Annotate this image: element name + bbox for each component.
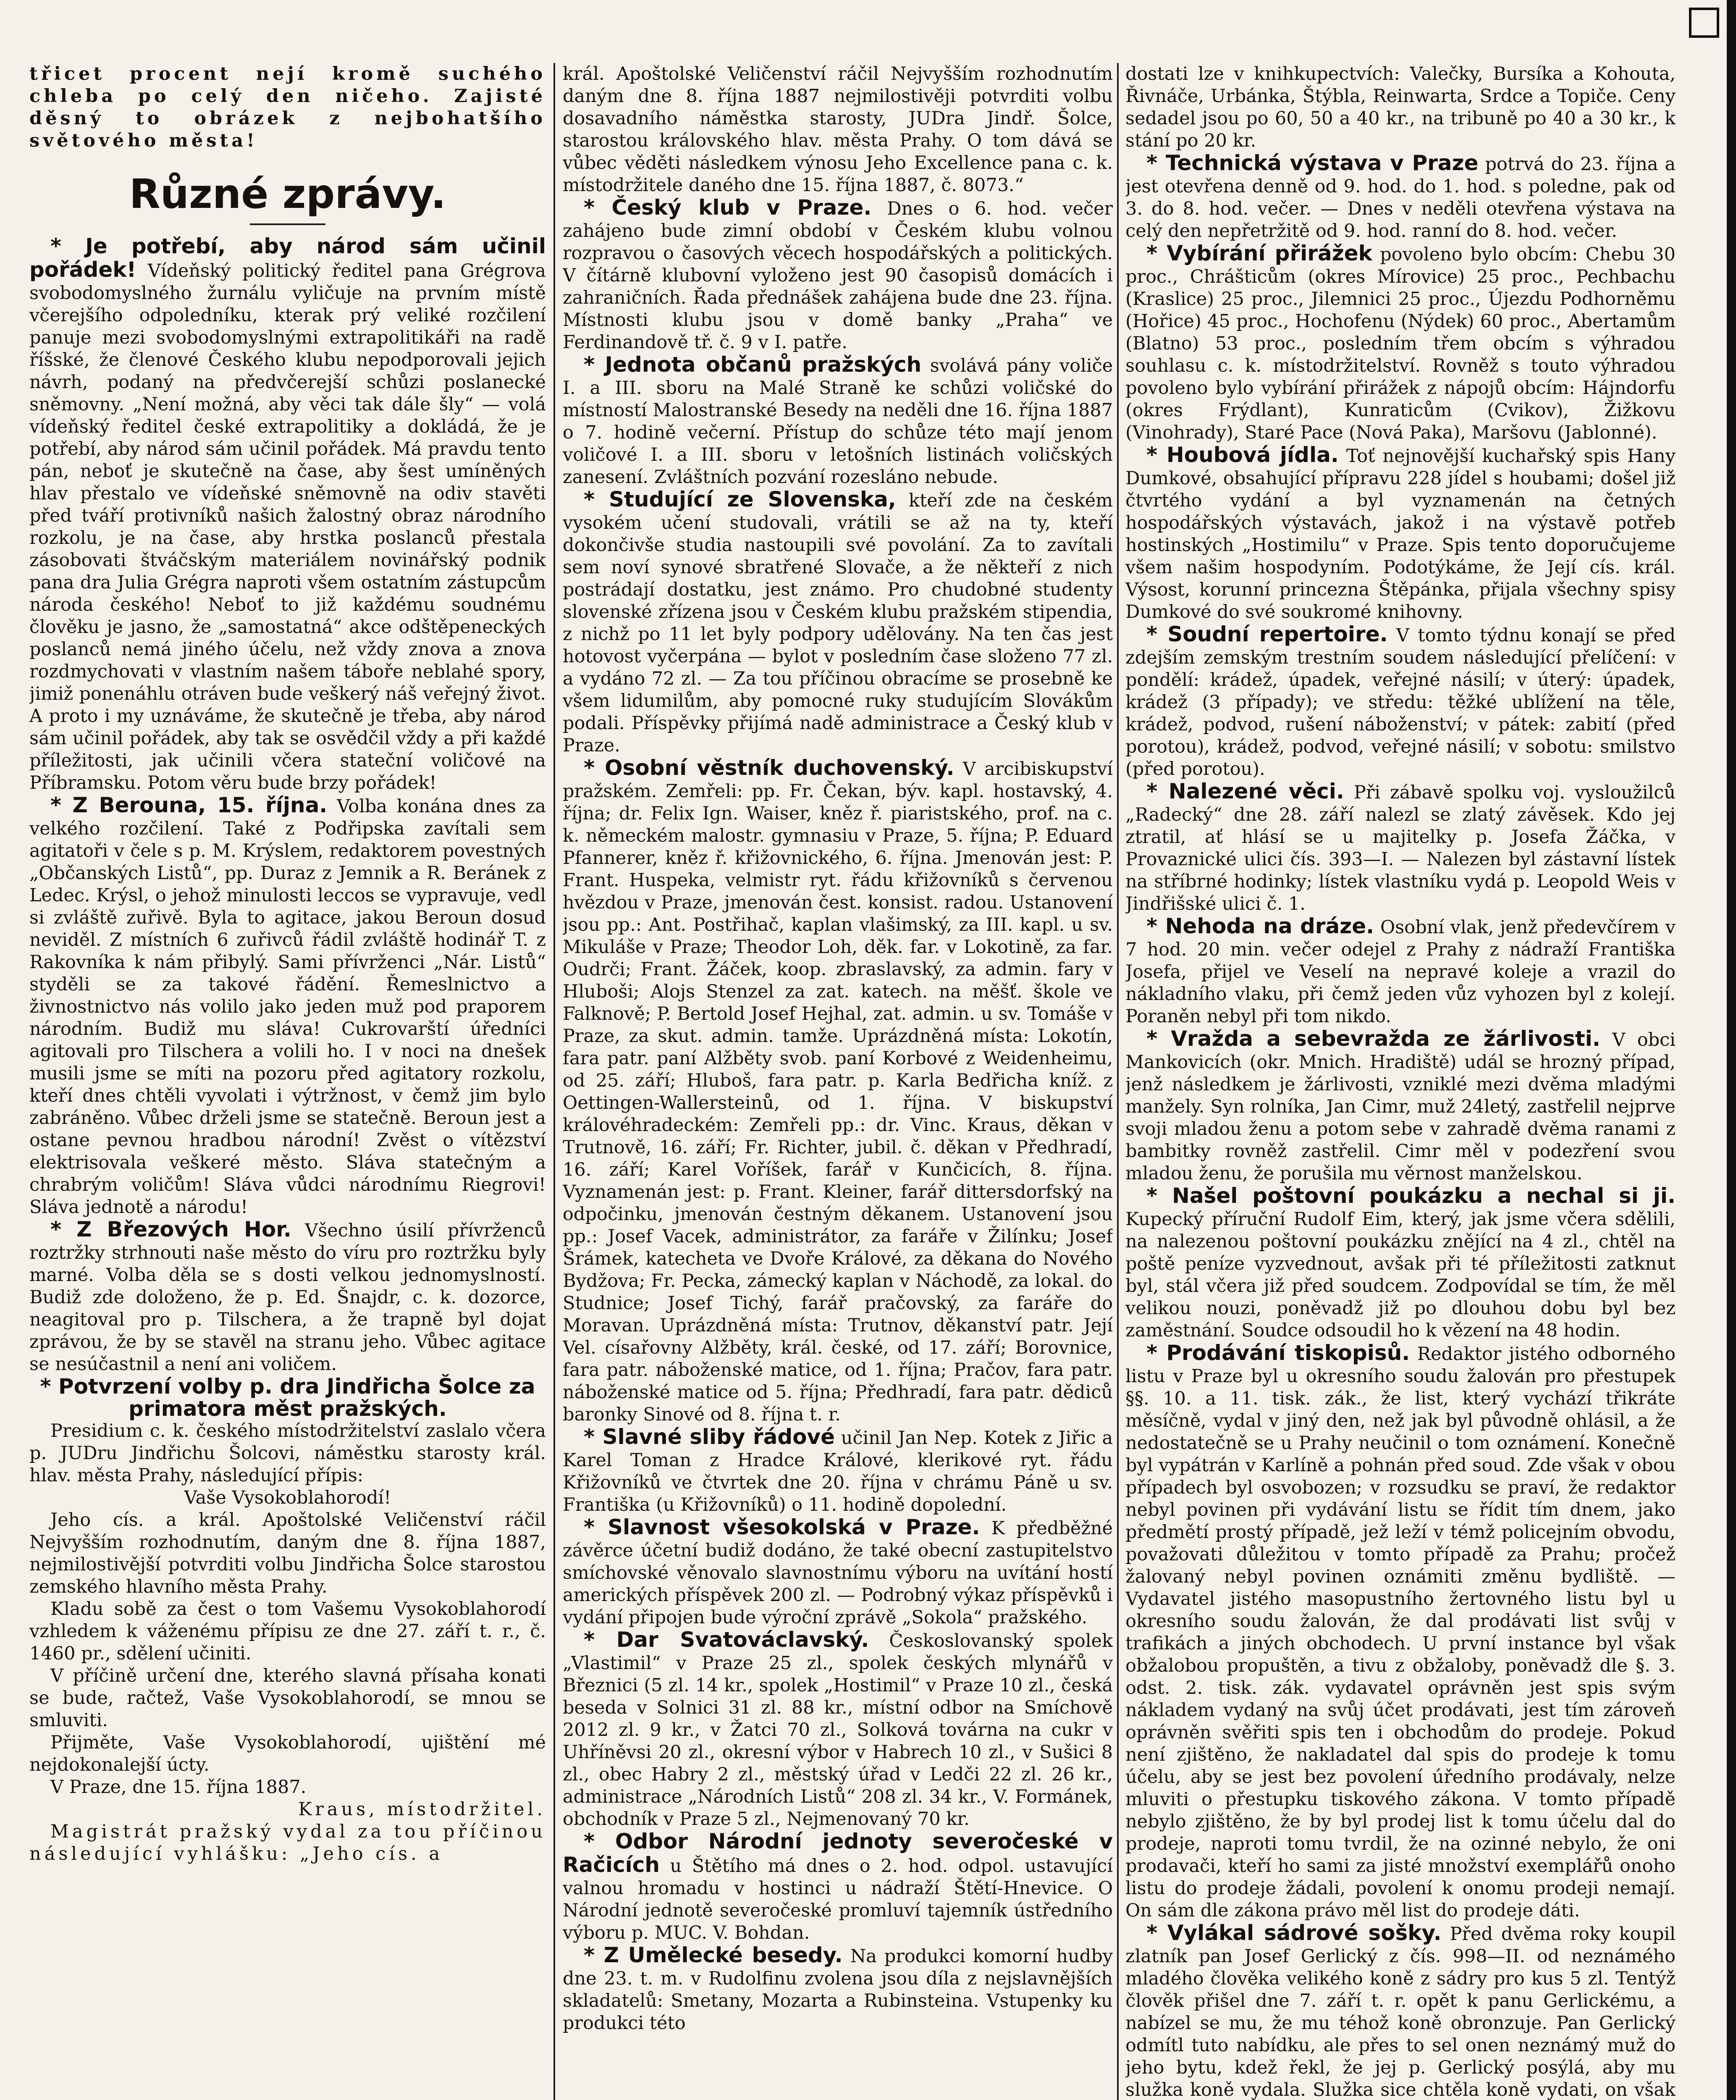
heading-rule [250,223,325,225]
article-body: Při zábavě spolku voj. vysloužilců „Radecký“ dne 28. září nalezl se zlatý závěsek. Kdo jej ztratil, ať hlásí se u majitelky p. Josefa Žáčka, v Provaznické ulici čís. 393—I. — Nalezen byl zástavní lístek na stříbrné hodinky; lístek vlastníku vydá p. Leopold Weis v Jindřišské ulici č. 1. [1125,782,1676,914]
article-title: * Český klub v Praze. [584,195,872,220]
article-body: Osobní vlak, jenž předevčírem v 7 hod. 20 min. večer odejel z Prahy z nádraží Františka Josefa, přijel ve Veselí na nepravé koleje a vrazil do nákladního vlaku, při čemž jeden vůz vyhozen byl z kolejí. Poraněn nebyl při tom nikdo. [1125,917,1676,1027]
article-title: * Osobní věstník duchovenský. [584,756,955,780]
corner-registration-mark [1689,8,1719,38]
article-title: * Odbor Národní jednoty severočeské v Račicích [563,1829,1113,1877]
article-title: * Houbová jídla. [1146,443,1339,467]
intro-paragraph: třicet procent nejí kromě suchého chleba po celý den ničeho. Zajisté děsný to obrázek z nejbohatšího světového města! [29,63,546,151]
article-body: učinil Jan Nep. Kotek z Jiřic a Karel Toman z Hradce Králové, klerikové ryt. řádu Křižovníků ve čtvrtek dne 20. října v chrámu Páně u sv. Františka (u Křižovníků) o 11. hodině dopolední. [563,1428,1113,1515]
article-title: * Slavné sliby řádové [584,1425,835,1449]
article-title: * Nalezené věci. [1146,779,1344,803]
article-body: Volba konána dnes za velkého rozčilení. Také z Podřipska zavítali sem agitatoři v čele s p. M. Krýslem, redaktorem povestných „Občanských Listů“, pp. Duraz z Jemnik a R. Beránek z Ledec. Krýsl, o jehož minulosti leccos se vypravuje, vedl si zvláště zuřivě. Byla to agitace, jakou Beroun dosud neviděl. Z místních 6 zuřivců řádil zvláště hodinář T. z Rakovníka k nám přibylý. Sami přívrženci „Nár. Listů“ styděli se za takové řádění. Řemeslnictvo a živnostnictvo nás volilo jako jeden muž pod praporem národním. Budiž mu sláva! Cukrovarští úředníci agitovali pro Tilschera a volili ho. I v noci na dnešek musili jsme se míti na pozoru před agitatory rozkolu, kteří dnes chtěli vyvolati i výtržnost, v čemž jim bylo zabráněno. Vůbec drželi jsme se statečně. Beroun jest a ostane pevnou hradbou národní! Zvěst o vítězství elektrisovala veškeré město. Sláva statečným a chrabrým voličům! Sláva vůdci národnímu Riegrovi! Sláva jednotě a národu! [29,796,546,1218]
article-body: u Štětího má dnes o 2. hod. odpol. ustavující valnou hromadu v hostinci u nádraží Štětí-Hnevice. O Národní jednotě severočeské promluví tajemník ústředního výboru p. MUC. V. Bohdan. [563,1856,1113,1943]
article-body: Všechno úsilí přívrženců roztržky strhnouti naše město do víru pro roztržku byly marné. Volba děla se s dosti velkou jednomyslností. Budiž zde doloženo, že p. Ed. Šnajdr, c. k. dozorce, neagitoval pro p. Tilschera, a že trapně byl dojat zprávou, že by se stavěl na stranu jeho. Vůbec agitace se nesúčastnil a není ani voličem. [29,1220,546,1375]
continued-text: král. Apoštolské Veličenství ráčil Nejvyšším rozhodnutím daným dne 8. října 1887 nejmilostivěji potvrditi volbu dosavadního náměstka starosty, JUDra Jindř. Šolce, starostou královského hlav. města Prahy. O tom dává se vůbec věděti následkem výnosu Jeho Excellence pana c. k. místodržitele daného dne 15. října 1887, č. 8073.“ [563,63,1113,196]
section-heading: Různé zprávy. [129,171,446,218]
article-body: V arcibiskupství pražském. Zemřeli: pp. Fr. Čekan, býv. kapl. hostavský, 4. října; dr. Felix Ign. Waiser, kněz ř. piaristského, prof. na c. k. německém malostr. gymnasiu v Praze, 5. října; P. Eduard Pfannerer, kněz ř. křižovnického, 6. října. Jmenován jest: P. Frant. Huspeka, velmistr ryt. řádu křižovníků s červenou hvězdou v Praze, jmenován čest. konsist. radou. Ustanovení jsou pp.: Ant. Postřihač, kaplan vlašimský, za III. kapl. u sv. Mikuláše v Praze; Theodor Loh, děk. far. v Lokotině, za far. Oudrči; Frant. Žáček, koop. zbraslavský, za admin. fary v Hluboši; Alojs Stenzel za zat. katech. na měšť. škole ve Falknově; P. Bertold Josef Hejhal, zat. admin. u sv. Tomáše v Praze, za skut. admin. tamže. Uprázdněná místa: Lokotín, fara patr. paní Alžběty svob. paní Korbové z Weidenheimu, od 25. září; Hluboš, fara patr. p. Karla Bedřicha kníž. z Oettingen-Wallersteinů, od 1. října. V biskupství královéhradeckém: Zemřeli pp.: dr. Vinc. Kraus, děkan v Trutnově, 16. září; Fr. Richter, jubil. č. děkan v Předhradí, 16. září; Karel Voříšek, farář v Kunčicích, 8. října. Vyznamenán jest: p. Frant. Kleiner, farář dittersdorfský na odpočinku, jmenován čestným děkanem. Ustanovení jsou pp.: Josef Vacek, administrátor, za faráře v Žilínku; Josef Šrámek, katecheta ve Dvoře Králové, za děkana do Nového Bydžova; Fr. Pecka, zámecký kaplan v Náchodě, za lokal. do Studnice; Josef Tichý, farář pračovský, za faráře do Moravan. Uprázdněná místa: Trutnov, děkanství patr. Její Vel. císařovny Alžběty, král. české, od 17. září; Borovnice, fara patr. náboženské matice, od 1. října; Pračov, fara patr. náboženské matice od 5. října; Předhradí, fara patr. dědiců baronky Sinové od 8. října t. r. [563,759,1113,1425]
letter-paragraph: V příčině určení dne, kterého slavná přísaha konati se bude, račtež, Vaše Vysokoblahorodí, se mnou se smluviti. [29,1665,546,1731]
article-title: * Studující ze Slovenska, [584,487,896,512]
article-title: * Z Umělecké besedy. [584,1943,843,1967]
article-title: * Nehoda na dráze. [1146,914,1374,938]
letter-paragraph: Kladu sobě za čest o tom Vašemu Vysokoblahorodí vzhledem k váženému přípisu ze dne 27. září t. r., č. 1460 pr., sdělení učiniti. [29,1599,546,1664]
article-body: kteří zde na českém vysokém učení studovali, vrátili se až na ty, kteří dokončivše studia nastoupili své povolání. Za to zavítali sem noví synové sbratřené Slovače, a že někteří z nich postrádají dostatku, jest známo. Pro chudobné studenty slovenské zřízena jsou v Českém klubu pražském stipendia, z nichž po 11 let byly podpory udělovány. Na ten čas jest hotovost vyčerpána — bylot v posledním čase složeno 77 zl. a vydáno 72 zl. — Za tou příčinou obracíme se prosebně ke všem lidumilům, aby pomocné ruky studujícím Slovákům podali. Příspěvky přijímá nadě administrace a Český klub v Praze. [563,490,1113,756]
article-body: Českoslovanský spolek „Vlastimil“ v Praze 25 zl., spolek českých mlynářů v Březnici (5 zl. 14 kr., spolek „Hostimil“ v Praze 10 zl., česká beseda v Solnici 31 zl. 88 kr., místní odbor na Smíchově 2012 zl. 9 kr., v Žatci 70 zl., Solková továrna na cukr v Uhříněvsi 20 zl., okresní výbor v Habrech 10 zl., v Sušici 8 zl., obec Habry 2 zl., městský úřad v Ledči 22 zl. 26 kr., administrace „Národních Listů“ 208 zl. 34 kr., V. Formánek, obchodník v Praze 5 zl., Nejmenovaný 70 kr. [563,1630,1113,1830]
article-title: * Vylákal sádrové sošky. [1146,1921,1442,1945]
letter-paragraph: Přijměte, Vaše Vysokoblahorodí, ujištění mé nejdokonalejší úcty. [29,1732,546,1775]
article-body: Presidium c. k. českého místodržitelství zaslalo včera p. JUDru Jindřichu Šolcovi, náměstku starosty král. hlav. města Prahy, následující přípis: [29,1420,546,1486]
column-3 [1125,63,1676,2100]
article-body: potrvá do 23. října a jest otevřena denně od 9. hod. do 1. hod. s poledne, pak od 3. do 8. hod. večer. — Dnes v neděli otevřena výstava na celý den nepřetržitě od 9. hod. ranní do 8. hod. večer. [1125,154,1676,242]
article-body: Redaktor jistého odborného listu v Praze byl u okresního soudu žalován pro přestupek §§. 10. a 11. tisk. zák., že list, který vychází třikráte měsíčně, vydal v jiný den, než jak byl původně ohlásil, a že nedostatečně se u Prahy neučinil o tom oznámení. Konečně byl vypátrán v Karlíně a pohnán před soud. Zde však v obou případech byl osvobozen; v rozsudku se praví, že redaktor nebyl povinen při vydávání listu se řídit tím dnem, jako předmětí prostý případě, jež leží v témž policejním obvodu, považovati důležitou v tomto případě za Prahu; pročež žalovaný nebyl povinen oznámiti změnu bydliště. — Vydavatel jistého masopustního žertovného listu byl u okresního soudu žalován, že dal prodávati list svůj v trafikách a jiných obchodech. U první instance byl však obžalobou propuštěn, a tivu z obžaloby, poněvadž dle §. 3. odst. 2. tisk. zák. vydavatel oprávněn jest spis svým nákladem vydaný na svůj účet prodávati, jest tím zároveň oprávněn svěřiti spis ten i obchodům do prodeje. Pokud není zjištěno, že nakladatel dal spis do prodeje k tomu účelu, aby se jest bez povolení úředního prodávaly, nelze mluviti o přestupku tiskového zákona. V tomto případě nebylo zjištěno, že by byl prodej list k tomu účelu dal do prodeje, naproti tomu tvrdil, že na ozinné nebylo, že oni prodavači, kteří ho sami za jisté množství exemplářů onoho listu do prodeje žádali, povolení k onomu prodeji nemají. On sám dle zákona právo měl list do prodeje dáti. [1125,1344,1676,1921]
article-title: * Vybírání přirážek [1146,241,1372,265]
column-1 [29,63,546,2100]
article-body: Dnes o 6. hod. večer zahájeno bude zimní období v Českém klubu volnou rozpravou o časových věcech hospodářských a politických. V čítárně klubovní vyloženo jest 90 časopisů domácích i zahraničních. Řada přednášek zahájena bude dne 23. října. Místnosti klubu jsou v domě banky „Praha“ ve Ferdinandově tř. č. 9 v I. patře. [563,198,1113,353]
article-body: V tomto týdnu konají se před zdejším zemským trestním soudem následující přelíčení: v pondělí: krádež, úpadek, veřejné násilí; v úterý: úpadek, krádež (3 případy); ve středu: těžké ublížení na těle, krádež, podvod, rušení náboženství; v pátek: zabití (před porotou), krádež, podvod, veřejné násilí; v sobotu: smilstvo (před porotou). [1125,625,1676,780]
article-title: * Soudní repertoire. [1146,622,1388,646]
article-title: * Technická výstava v Praze [1146,151,1479,175]
article-title: * Z Březových Hor. [50,1217,291,1242]
letter-salutation: Vaše Vysokoblahorodí! [184,1487,391,1508]
article-title: * Z Berouna, 15. října. [50,793,328,817]
article-body: povoleno bylo obcím: Chebu 30 proc., Chrášticům (okres Mírovice) 25 proc., Pechbachu (Kraslice) 25 proc., Jilemnici 25 proc., Újezdu Podhorněmu (Hořice) 45 proc., Hochofenu (Nýdek) 60 proc., Abertamům (Blatno) 53 proc., posledním třem obcím s výhradou souhlasu c. k. místodržitelství. Rovněž s touto výhradou povoleno bylo vybírání přirážek z nápojů obcím: Hájndorfu (okres Frýdlant), Kunraticům (Cvikov), Žižkovu (Vinohrady), Staré Pace (Nová Paka), Maršovu (Jablonné). [1125,244,1676,443]
article-body: K předběžné závěrce účetní budiž dodáno, že také obecní zastupitelstvo smíchovské věnovalo slavnostnímu výboru na uvítání hostí amerických příspěvek 200 zl. — Podrobný výkaz příspěvků i vydání připojen bude výroční zprávě „Sokola“ pražského. [563,1518,1113,1628]
letter-paragraph: Jeho cís. a král. Apoštolské Veličenství ráčil Nejvyšším rozhodnutím, daným dne 8. října 1887, nejmilostivější potvrditi volbu Jindřicha Šolce starostou zemského hlavního města Prahy. [29,1509,546,1597]
article-body: Na produkci komorní hudby dne 23. t. m. v Rudolfinu zvolena jsou díla z nejslavnějších skladatelů: Smetany, Mozarta a Rubinsteina. Vstupenky ku produkci této [563,1946,1113,2034]
article-body: Kupecký příruční Rudolf Eim, který, jak jsme včera sdělili, na nalezenou poštovní poukázku znějící na 4 zl., chtěl na poště peníze vyzvednout, avšak při té příležitosti zatknut byl, stál včera již před soudcem. Zodpovídal se tím, že měl velikou nouzi, poněvadž již po dlouhou dobu byl bez zaměstnání. Soudce odsoudil ho k vězení na 48 hodin. [1125,1209,1676,1341]
column-rule [553,63,555,2100]
article-body: V obci Mankovicích (okr. Mnich. Hradiště) udál se hrozný případ, jenž následkem je žárlivosti, vzniklé mezi dvěma mladými manžely. Syn rolníka, Jan Cimr, muž 24letý, zastřelil nejprve svoji mladou ženu a potom sebe v zahradě dvěma ranami z bambitky rovněž zastřelil. Cimr měl v podezření svou mladou ženu, že porušila mu věrnost manželskou. [1125,1029,1676,1184]
letter-signature: Kraus, místodržitel. [298,1799,546,1820]
column-rule [1117,63,1119,2100]
article-title: * Prodávání tiskopisů. [1146,1341,1410,1365]
article-body: Magistrát pražský vydal za tou příčinou následující vyhlášku: „Jeho cís. a [29,1821,546,1864]
article-title: * Našel poštovní poukázku a nechal si ji. [1146,1184,1676,1208]
article-title: * Slavnost všesokolská v Praze. [584,1515,980,1539]
article-title: * Potvrzení volby p. dra Jindřicha Šolce za primatora měst pražských. [40,1374,535,1421]
continued-text: dostati lze v knihkupectvích: Valečky, Bursíka a Kohouta, Řivnáče, Urbánka, Štýbla, Reinwarta, Srdce a Topiče. Ceny sedadel jsou po 60, 50 a 40 kr., na tribuně po 40 a 30 kr., k stání po 20 kr. [1125,63,1676,151]
article-title: * Dar Svatováclavský. [584,1628,869,1652]
article-body: Vídeňský politický ředitel pana Grégrova svobodomyslného žurnálu vyličuje na prvním místě včerejšího odpoledníku, kterak prý veliké rozčilení panuje mezi svobodomyslnými extrapolitikáři na radě říšské, že členové Českého klubu nepodporovali jejich návrh, podaný na předvčerejší schůzi poslanecké sněmovny. „Není možná, aby věci tak dále šly“ — volá vídeňský ředitel české extrapolitiky a dokládá, že je potřebí, aby národ sám učinil pořádek. Má pravdu tento pán, neboť je skutečně na čase, aby šest umíněných hlav přestalo ve vídeňské sněmovně na odiv stavěti před tváří protivníků našich žalostný obraz národního rozkolu, je na čase, aby hrstka poslanců přestala zásobovati štváčským materiálem novinářský podnik pana dra Julia Grégra naproti všem ostatním zástupcům národa českého! Neboť to již každému soudnému člověku je jasno, že „samostatná“ akce odštěpeneckých poslanců nemá jiného účelu, než vždy znova a znova rozdmychovati v vlastním našem táboře neblahé spory, jimiž ponenáhlu otráven bude veškerý náš veřejný život. A proto i my uznáváme, že skutečně je třeba, aby národ sám učinil pořádek, aby tak se osvědčil vždy a při každé příležitosti, jak učinili včera stateční voličové na Příbramsku. Potom věru bude brzy pořádek! [29,260,546,793]
column-2 [563,63,1113,2100]
letter-date: V Praze, dne 15. října 1887. [50,1777,307,1798]
article-body: Před dvěma roky koupil zlatník pan Josef Gerlický z čís. 998—II. od neznámého mladého člověka velikého koně z sádry pro kus 5 zl. Tentýž člověk přišel dne 7. září t. r. opět k panu Gerlickému, a nabízel se mu, že mu téhož koně obronzuje. Pan Gerlický odmítl tuto nabídku, ale přes to sel onen neznámý muž do jeho bytu, kdež řekl, že jej p. Gerlický posýlá, aby mu služka koně vydala. Služka sice chtěla koně vydati, on však [1125,1924,1676,2100]
article-body: Toť nejnovější kuchařský spis Hany Dumkové, obsahující přípravu 228 jídel s houbami; došel již čtvrtého vydání a byl vyznamenán na četných hospodářských výstavách, jakož i na výstavě potřeb hostinských „Hostimilu“ v Praze. Spis tento doporučujeme všem našim hospodyním. Podotýkáme, že Její cís. král. Výsost, korunní princezna Štěpánka, přijala všechny spisy Dumkové do své soukromé knihovny. [1125,446,1676,622]
article-body: svolává pány voliče I. a III. sboru na Malé Straně ke schůzi voličské do místností Malostranské Besedy na neděli dne 16. října 1887 o 7. hodině večerní. Přístup do schůze této mají jenom voličové I. a III. sboru v letošních listinách voličských zanesení. Zvláštních pozvání rozesláno nebude. [563,355,1113,488]
article-title: * Vražda a sebevražda ze žárlivosti. [1146,1026,1600,1051]
article-title: * Jednota občanů pražských [584,352,922,377]
article-title: * Je potřebí, aby národ sám učinil pořádek! [29,234,546,282]
